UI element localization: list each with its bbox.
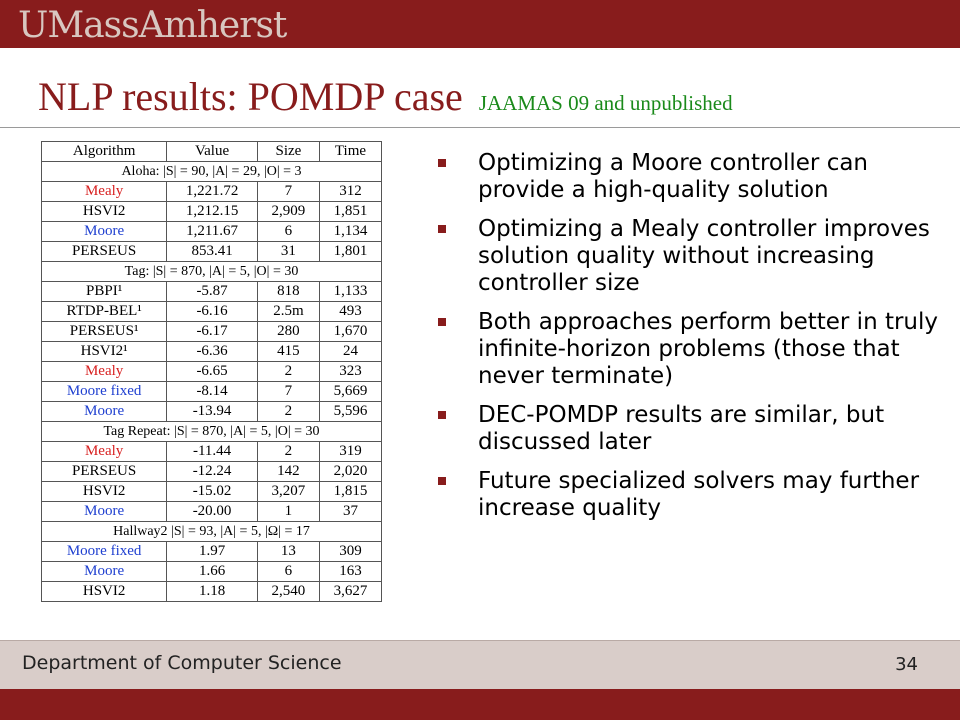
cell-time: 1,670 — [319, 322, 381, 342]
cell-time: 3,627 — [319, 582, 381, 602]
cell-time: 319 — [319, 442, 381, 462]
column-header: Time — [319, 142, 381, 162]
cell-size: 31 — [257, 242, 319, 262]
bullet-square-icon — [438, 225, 446, 233]
cell-size: 2 — [257, 362, 319, 382]
table-row — [42, 402, 382, 422]
cell-size: 13 — [257, 542, 319, 562]
bullet-square-icon — [438, 318, 446, 326]
cell-algorithm: Moore — [42, 222, 167, 242]
cell-time: 5,596 — [319, 402, 381, 422]
bullet-item — [438, 216, 948, 297]
bullet-text: Optimizing a Mealy controller improves solution quality without increasing controller size — [478, 216, 930, 296]
cell-value: 1,212.15 — [167, 202, 258, 222]
cell-size: 2,909 — [257, 202, 319, 222]
table-row — [42, 342, 382, 362]
cell-value: 1.97 — [167, 542, 258, 562]
cell-value: -20.00 — [167, 502, 258, 522]
bullet-square-icon — [438, 159, 446, 167]
bullet-item — [438, 150, 948, 204]
cell-algorithm: Mealy — [42, 442, 167, 462]
column-header: Size — [257, 142, 319, 162]
cell-value: -6.36 — [167, 342, 258, 362]
cell-value: 1,211.67 — [167, 222, 258, 242]
table-body — [42, 162, 382, 602]
cell-algorithm: HSVI2¹ — [42, 342, 167, 362]
cell-algorithm: Mealy — [42, 182, 167, 202]
cell-algorithm: RTDP-BEL¹ — [42, 302, 167, 322]
slide-title — [38, 74, 733, 126]
footer-bar — [0, 640, 960, 689]
section-heading: Aloha: |S| = 90, |A| = 29, |O| = 3 — [42, 162, 382, 182]
department-label: Department of Computer Science — [22, 652, 342, 674]
cell-value: 1.66 — [167, 562, 258, 582]
table-row — [42, 182, 382, 202]
cell-time: 1,815 — [319, 482, 381, 502]
cell-value: -6.17 — [167, 322, 258, 342]
cell-time: 5,669 — [319, 382, 381, 402]
cell-value: -15.02 — [167, 482, 258, 502]
cell-algorithm: Mealy — [42, 362, 167, 382]
cell-time: 24 — [319, 342, 381, 362]
table-header-row — [42, 142, 382, 162]
cell-size: 2 — [257, 402, 319, 422]
cell-value: -8.14 — [167, 382, 258, 402]
cell-time: 2,020 — [319, 462, 381, 482]
table-row — [42, 282, 382, 302]
cell-algorithm: HSVI2 — [42, 202, 167, 222]
cell-time: 1,851 — [319, 202, 381, 222]
cell-time: 323 — [319, 362, 381, 382]
slide-title-text: NLP results: POMDP case — [38, 74, 463, 119]
header-bar — [0, 0, 960, 48]
cell-time: 1,134 — [319, 222, 381, 242]
table-row — [42, 482, 382, 502]
table-row — [42, 362, 382, 382]
table-row — [42, 562, 382, 582]
table-row — [42, 442, 382, 462]
table-section-row — [42, 262, 382, 282]
table-section-row — [42, 162, 382, 182]
cell-algorithm: Moore fixed — [42, 542, 167, 562]
title-divider — [0, 127, 960, 128]
bullet-square-icon — [438, 411, 446, 419]
table-row — [42, 302, 382, 322]
cell-value: -11.44 — [167, 442, 258, 462]
cell-algorithm: Moore fixed — [42, 382, 167, 402]
cell-value: 853.41 — [167, 242, 258, 262]
cell-time: 163 — [319, 562, 381, 582]
cell-time: 1,801 — [319, 242, 381, 262]
university-logo: UMassAmherst — [18, 5, 287, 46]
cell-time: 1,133 — [319, 282, 381, 302]
cell-size: 7 — [257, 182, 319, 202]
table-row — [42, 242, 382, 262]
cell-size: 2,540 — [257, 582, 319, 602]
cell-algorithm: Moore — [42, 562, 167, 582]
cell-algorithm: HSVI2 — [42, 482, 167, 502]
cell-algorithm: PERSEUS¹ — [42, 322, 167, 342]
cell-size: 2 — [257, 442, 319, 462]
cell-value: -12.24 — [167, 462, 258, 482]
bullet-item — [438, 468, 948, 522]
cell-size: 3,207 — [257, 482, 319, 502]
cell-algorithm: HSVI2 — [42, 582, 167, 602]
section-heading: Hallway2 |S| = 93, |A| = 5, |Ω| = 17 — [42, 522, 382, 542]
table-row — [42, 222, 382, 242]
cell-size: 1 — [257, 502, 319, 522]
bottom-bar — [0, 689, 960, 720]
cell-size: 280 — [257, 322, 319, 342]
cell-size: 818 — [257, 282, 319, 302]
bullet-list — [438, 150, 948, 534]
cell-value: -13.94 — [167, 402, 258, 422]
cell-size: 2.5m — [257, 302, 319, 322]
bullet-text: DEC-POMDP results are similar, but discussed later — [478, 402, 885, 455]
cell-value: -6.65 — [167, 362, 258, 382]
cell-algorithm: Moore — [42, 402, 167, 422]
section-heading: Tag: |S| = 870, |A| = 5, |O| = 30 — [42, 262, 382, 282]
table-row — [42, 322, 382, 342]
cell-value: 1.18 — [167, 582, 258, 602]
cell-size: 7 — [257, 382, 319, 402]
cell-algorithm: Moore — [42, 502, 167, 522]
table-row — [42, 202, 382, 222]
table-row — [42, 582, 382, 602]
cell-time: 312 — [319, 182, 381, 202]
cell-time: 493 — [319, 302, 381, 322]
cell-size: 415 — [257, 342, 319, 362]
bullet-text: Both approaches perform better in truly infinite-horizon problems (those that never terminate) — [478, 309, 939, 389]
slide-subtitle: JAAMAS 09 and unpublished — [478, 91, 733, 115]
cell-algorithm: PBPI¹ — [42, 282, 167, 302]
cell-size: 6 — [257, 562, 319, 582]
table-row — [42, 542, 382, 562]
cell-algorithm: PERSEUS — [42, 462, 167, 482]
page-number: 34 — [895, 654, 918, 675]
cell-size: 142 — [257, 462, 319, 482]
bullet-square-icon — [438, 477, 446, 485]
table-row — [42, 382, 382, 402]
bullet-text: Optimizing a Moore controller can provide a high-quality solution — [478, 150, 869, 203]
table-row — [42, 502, 382, 522]
cell-time: 37 — [319, 502, 381, 522]
table-section-row — [42, 422, 382, 442]
cell-algorithm: PERSEUS — [42, 242, 167, 262]
column-header: Value — [167, 142, 258, 162]
column-header: Algorithm — [42, 142, 167, 162]
bullet-text: Future specialized solvers may further increase quality — [478, 468, 920, 521]
cell-size: 6 — [257, 222, 319, 242]
section-heading: Tag Repeat: |S| = 870, |A| = 5, |O| = 30 — [42, 422, 382, 442]
table-row — [42, 462, 382, 482]
bullet-item — [438, 309, 948, 390]
bullet-item — [438, 402, 948, 456]
cell-value: 1,221.72 — [167, 182, 258, 202]
cell-value: -6.16 — [167, 302, 258, 322]
results-table — [41, 141, 382, 602]
cell-value: -5.87 — [167, 282, 258, 302]
table-section-row — [42, 522, 382, 542]
cell-time: 309 — [319, 542, 381, 562]
